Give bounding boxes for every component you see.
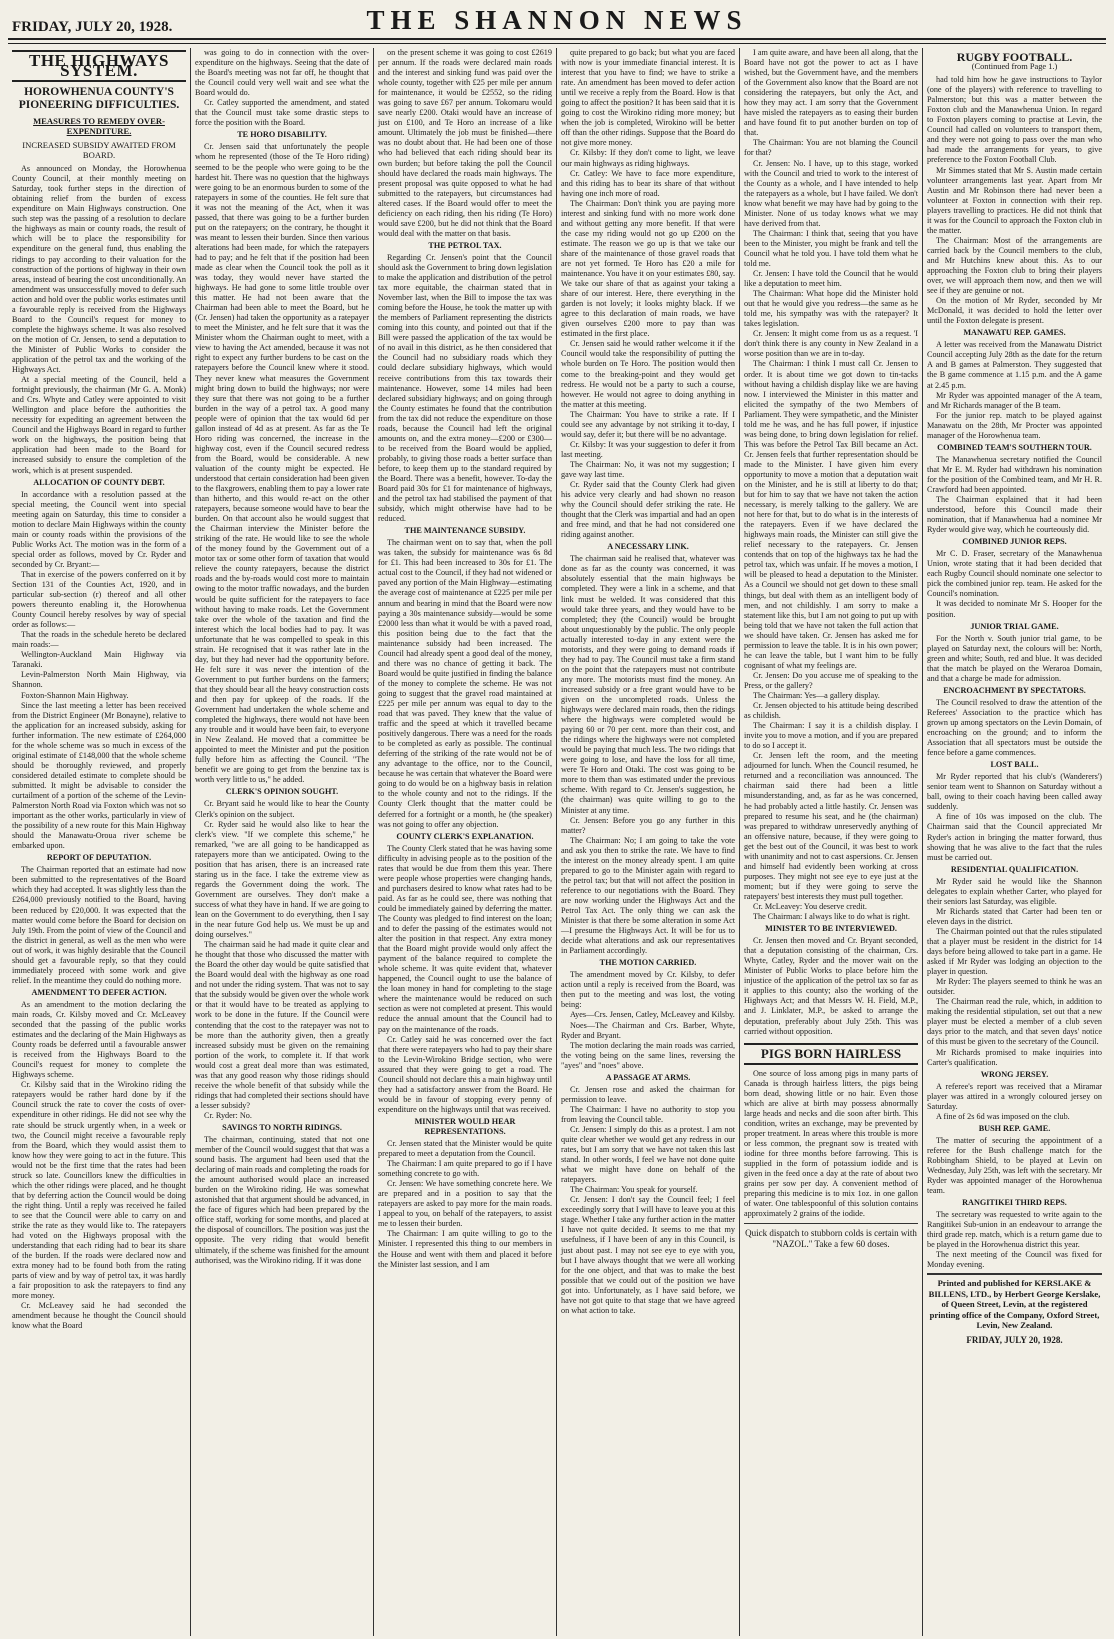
paragraph: That the roads in the schedule hereto be declared main roads:— [12,630,186,650]
paragraph: The amendment moved by Cr. Kilsby, to defer action until a reply is received from the Board, was then put to the meeting and was lost, the voting being: [561,970,735,1010]
paragraph: A fine of 10s was imposed on the club. The Chairman said that the Council appreciated Mr Ryder's action in bringing the matter forward, thus showing that he was alive to the fact that the rules must be carried out. [927,812,1102,862]
section-heading: A PASSAGE AT ARMS. [605,1072,691,1082]
paragraph: Cr. Jensen objected to his attitude being described as childish. [744,701,918,721]
column-4 [557,48,740,1636]
paragraph: The Chairman: I am quite prepared to go if I have something concrete to go with. [378,1159,552,1179]
paragraph: The County Clerk stated that he was having some difficulty in advising people as to the position of the rates that would be due from them this year. There were people whose properties were changing hands, and purchasers desired to know what rates had to be paid. As far as he could see, there was nothing that could be immediately gained by deferring the matter. The County was pledged to find interest on the loan; and to defer the passing of the estimates would not alter the position in that respect. Any extra money that the Board might provide would only affect the payment of the balance required to complete the whole scheme. It was quite evident that, whatever happened, the Council ought to use the balance of the loan money in hand for completing to the stage where the maintenance would be reduced on such section as were not completed at present. This would reduce the annual amount that the Council had to pay on the maintenance of the roads. [378,843,552,1034]
section-heading: CLERK'S OPINION SOUGHT. [225,787,339,797]
paragraph: Cr. Jensen stated that the Minister would be quite prepared to meet a deputation from the Council. [378,1139,552,1159]
paragraph: One source of loss among pigs in many parts of Canada is through hairless litters, the pigs being born dead, showing little or no hair. Even those which are alive at birth may possess abnormally large heads and necks and die soon after birth. This condition, writes an exchange, may be prevented by proper treatment. In areas where this trouble is more or less common, the pregnant sow is treated with iodine for three months before farrowing. This is supplied in the form of potassium iodide and is given in the feed once a day at the rate of about two grains per sow per day. A convenient method of preparing this medicine is to mix 1oz. in one gallon of water. One tablespoonful of this solution contains approximately 2 grains of the iodide. [744,1068,918,1219]
paragraph: For the junior rep. match to be played against Manawatu on the 28th, Mr Procter was appointed manager of the Horowhenua team. [927,410,1102,440]
section-heading: MANAWATU REP. GAMES. [963,328,1066,338]
section-heading: TE HORO DISABILITY. [237,130,327,140]
paragraph: The Manawhenua secretary notified the Council that Mr E. M. Ryder had withdrawn his nomination for the position of the Combined team, and Mr H. R. Crawford had been appointed. [927,454,1102,494]
paragraph: Foxton-Shannon Main Highway. [21,690,129,700]
section-heading: SAVINGS TO NORTH RIDINGS. [222,1122,342,1132]
masthead [8,6,1106,40]
paragraph: Cr. Bryant said he would like to hear the County Clerk's opinion on the subject. [195,799,369,819]
printer-imprint: Printed and published for KERSLAKE & BILLENS, LTD., by Herbert George Kerslake, of Queen Street, Levin, at the registered printing office of the Company, Oxford Street, Levin, New Zealand. [927,1273,1102,1330]
paragraph: The Chairman: Don't think you are paying more interest and sinking fund with no more work done and without getting any more benefit. If that were the case my riding would not go up £200 on the estimate. The reason we go up is that we take our share of the maintenance of those gravel roads that are not yet formed. Te Horo has £20 a mile for maintenance. You have it on your estimates £80, say. We take our share of that as against your taking a share of our interest. Here, there everything in the garden is not lovely; it looks mighty black. If we agree to this declaration of main roads, we have given ourselves £200 more to pay than was estimated in the first place. [561,198,735,339]
article-headline: THE HIGHWAYS SYSTEM. [12,50,186,82]
paragraph: The Chairman: I have no authority to stop you from leaving the Council table. [561,1104,735,1124]
paragraph: A referee's report was received that a Miramar player was attired in a wrongly coloured jersey on Saturday. [927,1081,1102,1111]
paragraph: had told him how he gave instructions to Taylor (one of the players) with reference to travelling to Palmerston; but this was a matter between the Foxton club and the Manawhenua Union. In regard to Foxton players coming to practise at Levin, the Council had called on volunteers to transport them, and they were not going to pass over the man who had made the arrangements for years, to give preference to the Foxton Football Club. [927,75,1102,165]
issue-date: FRIDAY, JULY 20, 1928. [12,19,173,35]
section-heading: RESIDENTIAL QUALIFICATION. [950,864,1079,874]
section-heading: REPORT OF DEPUTATION. [46,853,152,863]
paragraph: The Chairman: I think that, seeing that you have been to the Minister, you might be frank and tell the Council what he told you. I have told them what he told me. [744,228,918,268]
paragraph: The chairman said he realised that, whatever was done as far as the county was concerned, it was absolutely essential that the main highways be completed. They were a link in a scheme, and that link must be welded. It was considered that this would take three years, and they would have to be completed; they (the Council) would be brought about unquestionably by the public. The only people actually interested to-day in any extent were the motorists, and they were going to demand roads if they had to pay. The Council must take a firm stand on the point that the ratepayers must not contribute any more. The motorists must find the money. An increased subsidy or a free grant would have to be given on the uncompleted roads. Unless the highways were declared main roads, then the ridings where the highways were completed would be paying 60 or 70 per cent. more than their cost, and the ridings where the highways were not completed would be paying that much less. The two ridings that were going to lose, and have the loss for all time, were Te Horo and Otaki. The cost was going to be more to them than was estimated under the previous scheme. With regard to Cr. Jensen's suggestion, he (the chairman) was quite willing to go to the Minister at any time. [561,554,735,815]
paragraph: The Chairman: Most of the arrangements are carried back by the Council members to the club, and Mr Hutchins knew about this. As to our approaching the Foxton club to bring their players over, we will approach them now, and then we will see if they are genuine or not. [927,235,1102,296]
paragraph: The Chairman reported that an estimate had now been submitted to the representatives of the Board which they had accepted. It was slightly less than the £264,000 previously notified to the Board, having been reduced by £20,000. It was expected that the matter would come before the Board for decision on July 19th. From the point of view of the Council and the district in general, as well as the men who were out of work, it was highly desirable that the Council should get a favourable reply, so that they could immediately proceed with some work and give relief. In the meantime they could do nothing more. [12,865,186,985]
paragraph: The secretary was requested to write again to the Rangitikei Sub-union in an endeavour to arrange the third grade rep. match, which is a return game due to be played in the Horowhenua district this year. [927,1210,1102,1250]
paragraph: The Chairman read the rule, which, in addition to making the residential stipulation, set out that a new player must be elected a member of a club seven days prior to the match, and that seven days' notice of this must be given to the secretary of the Council. [927,997,1102,1047]
section-heading: THE MAINTENANCE SUBSIDY. [404,526,526,536]
paragraph: In accordance with a resolution passed at the special meeting, the Council went into special meeting again on Saturday, this time to consider a motion to declare Main Highways within the county main or county roads within the provisions of the Public Works Act. The motion was in the form of a special order as follows, moved by Cr. Ryder and seconded by Cr. Bryant:— [12,489,186,569]
paragraph: Cr. Jensen then moved and Cr. Bryant seconded, that a deputation consisting of the chairman, Crs. Whyte, Catley, Ryder and the mover wait on the Minister of Public Works to place before him the injustice of the application of the petrol tax so far as it applies to this county; also the working of the Highways Act; and that Messrs W. H. Field, M.P., and J. Linklater, M.P., be asked to arrange the deputation, preferably about July 25th. This was carried without opposition. [744,936,918,1036]
paragraph: The Chairman: You have to strike a rate. If I could see any advantage by not striking it to-day, I would say, defer it; but there will be no advantage. [561,409,735,439]
paragraph: Cr. Jensen: Before you go any further in this matter? [561,815,735,835]
paragraph: on the present scheme it was going to cost £2619 per annum. If the roads were declared main roads and the interest and sinking fund was paid over the whole county, together with £25 per mile per annum for maintenance, it would be £2552, so the riding was going to save £67 per annum. Tokomaru would save nearly £200. Otaki would have an increase of just on £100, and Te Horo an increase of a like amount. Ultimately the job must be finished—there was no doubt about that. He had been one of those who had believed that each riding should bear its own burden; but before taking the poll the Council should have declared the roads main highways. The present proposal was quite opposed to what he had submitted to the ratepayers, but circumstances had altered cases. If the Board would offer to meet the deficiency on each riding, then his riding (Te Horo) would save £200, but he did not think that the Board would deal with the matter on that basis. [378,48,552,238]
column-3 [374,48,557,1636]
column-6 [923,48,1106,1636]
paragraph: The Chairman: No; I am going to take the vote and ask you then to strike the rate. We have to find the interest on the money already spent. I am quite prepared to go to the Minister again with regard to the petrol tax; but that will not affect the position in reference to our negotiations with the Board. They are now working under the Highways Act and the Petrol Tax Act. The only thing we can ask the Minister is that there be some alteration in some Act—I presume the Highways Act. It will be for us to decide what alterations and ask our representatives in Parliament accordingly. [561,835,735,956]
paragraph: Mr Ryder said he would like the Shannon delegates to explain whether Carter, who played for their seniors last Saturday, was eligible. [927,876,1102,906]
paragraph: was going to do in connection with the over-expenditure on the highways. Seeing that the date of the Board's meeting was not far off, he thought that the Council could very well wait and see what the Board would do. [195,48,369,98]
paragraph: Cr. Jensen: I simply do this as a protest. I am not quite clear whether we would get any redress in our rates, but I am sorry that we have not taken this last stand. In other words, I feel we have not done quite what we might have done on behalf of the ratepayers. [561,1124,735,1185]
paragraph: Cr. Jensen: Do you accuse me of speaking to the Press, or the gallery? [744,670,918,690]
section-heading: COMBINED JUNIOR REPS. [962,537,1067,547]
footer-date: FRIDAY, JULY 20, 1928. [966,1334,1063,1345]
section-heading: AMENDMENT TO DEFER ACTION. [31,987,167,997]
paragraph: Cr. McLeavey: You deserve credit. [753,901,867,911]
column-1 [8,48,191,1636]
paragraph: The Chairman: What hope did the Minister hold out that he would give you redress—the same as he told me, his sympathy was with the ratepayer? It takes legislation. [744,289,918,329]
section-heading: WRONG JERSEY. [980,1069,1049,1079]
paragraph: For the North v. South junior trial game, to be played on Saturday next, the colours will be: North, green and white; South, red and blue. It was decided that the match be played on the Weraroa Domain, and that a charge be made for admission. [927,633,1102,683]
paragraph: Mr Ryder was appointed manager of the A team, and Mr Richards manager of the B team. [927,390,1102,410]
paragraph: Regarding Cr. Jensen's point that the Council should ask the Government to bring down legislation to make the application and distribution of the petrol tax more equitable, the chairman stated that in November last, when the Bill to impose the tax was coming before the House, he took the matter up with the members of Parliament representing the districts coming into this county, and pointed out that if the Bill were passed the application of the tax would be of no avail in this district, as he then considered that the Council had no subsidiary roads which they could declare subsidiary highways, which would receive contributions from this tax towards their maintenance. However, some 14 miles had been declared subsidiary highways; and on going through the County estimates he found that the contribution from the tax did not reduce the expenditure on those roads, because the Council had left the original amounts on, and the extra money—£200 or £300—to be received from the Board would be applied, probably, to giving those roads a better surface than before, to keep them up to the standard required by the Board. There was a benefit, however. To-day the Board paid 30s for £1 for maintenance of highways, and the petrol tax had stabilised the payment of that subsidy, which might otherwise have had to be reduced. [378,252,552,524]
paragraph: The motion declaring the main roads was carried, the voting being on the same lines, reversing the "ayes" and "noes" above. [561,1040,735,1070]
rugby-headline: RUGBY FOOTBALL. [956,50,1073,64]
paragraph: Cr. Kilsby said that in the Wirokino riding the ratepayers would be rather hard done by if the Council struck the rate to cover the costs of over-expenditure in other ridings. He did not see why the rate should be struck urgently when, in a week or two, the Council might receive a favourable reply from the Board, which they would assist them to know how they were going to act in the future. This would not be the first time that the rates had been struck so late. Councillors knew the difficulties in which the other ridings were placed, and he thought that by deferring action the Council would be doing the right thing. Until a reply was received he failed to see that the Council were able to carry on and strike the rate as they would like to. The ratepayers had voted on the Highways proposal with the understanding that each riding had to bear its share of the burden. If the roads were declared now and extra money had to be found both from the rating parts of view and by way of petrol tax, it was hardly a fair proposition to ask the ratepayers to find any more money. [12,1080,186,1301]
paragraph: Cr. Jensen: No. I have, up to this stage, worked with the Council and tried to work to the interest of the County as a whole, and I have intended to help the ratepayers as a whole, but I have failed. We don't know what benefit we may have had by going to the Minister. None of us today knows what we may have derived from that. [744,158,918,228]
section-heading: ENCROACHMENT BY SPECTATORS. [943,685,1086,695]
section-heading: RANGITIKEI THIRD REPS. [962,1198,1067,1208]
section-heading: BUSH REP. GAME. [978,1123,1051,1133]
section-heading: THE PETROL TAX. [428,240,502,250]
section-heading: MINISTER TO BE INTERVIEWED. [765,924,897,934]
pigs-headline: PIGS BORN HAIRLESS [744,1043,918,1065]
article-subdeck: MEASURES TO REMEDY OVER-EXPENDITURE. [33,116,165,137]
paragraph: Ayes—Crs. Jensen, Catley, McLeavey and Kilsby. [570,1010,735,1020]
section-heading: COUNTY CLERK'S EXPLANATION. [396,831,534,841]
paragraph: Cr. Jensen: I have told the Council that he would like a deputation to meet him. [744,269,918,289]
section-heading: JUNIOR TRIAL GAME. [970,621,1059,631]
continued-note: (Continued from Page 1.) [971,62,1058,72]
paragraph: Cr. McLeavey said he had seconded the amendment because he thought the Council should know what the Board [12,1301,186,1331]
section-heading: LOST BALL. [990,760,1039,770]
paragraph: Cr. Catley supported the amendment, and stated that the Council must take some drastic steps to force the position with the Board. [195,98,369,128]
advertisement: Quick dispatch to stubborn colds is certain with "NAZOL." Take a few 60 doses. [744,1223,918,1250]
paragraph: Noes—The Chairman and Crs. Barber, Whyte, Ryder and Bryant. [561,1020,735,1040]
paragraph: Cr. Kilsby: It was your suggestion to defer it from last meeting. [561,439,735,459]
newspaper-title: THE SHANNON NEWS [366,5,748,35]
paragraph: Cr. Jensen said he would rather welcome it if the Council would take the responsibility of putting the whole burden on Te Horo. The position would then come to the breaking-point and they would get redress. He would not be a party to such a course, however. He would not agree to doing anything in the matter at this meeting. [561,339,735,409]
paragraph: Levin-Palmerston North Main Highway, via Shannon. [12,670,186,690]
paragraph: The Chairman: I say it is a childish display. I invite you to move a motion, and if you are prepared to do so I accept it. [744,721,918,751]
paragraph: The chairman, continuing, stated that not one member of the Council would suggest that that was a sound basis. The argument had been used that the declaring of main roads and completing the roads for the amount authorised would place an increased burden on the Wirokino riding. He was somewhat astonished that that argument should be advanced, in the face of figures which had been prepared by the office staff, working for some months, and placed at the disposal of councillors. The position was just the opposite. The very riding that would benefit ultimately, if the scheme was finished for the amount authorised, was the Wirokino riding. If it was done [195,1135,369,1265]
column-5 [740,48,923,1636]
paragraph: I am quite aware, and have been all along, that the Board have not got the power to act as I have wished, but the Government have, and the members of the Government also know that the Board are not considering the ratepayers, but only the Act, and how they may act. I am sorry that the Government have misled the ratepayers as to easing their burden and have found fit to put another burden on top of that. [744,48,918,138]
paragraph: Mr Ryder: The players seemed to think he was an outsider. [927,977,1102,997]
article-deck: HOROWHENUA COUNTY'S PIONEERING DIFFICULTIES. [18,86,180,112]
paragraph: A letter was received from the Manawatu District Council accepting July 28th as the date for the return A and B games at Palmerston. They suggested that the B game commence at 1.15 p.m. and the A game at 2.45 p.m. [927,340,1102,390]
paragraph: The Chairman: I think I must call Cr. Jensen to order. It is about time we got down to tin-tacks without having a childish display like we are having now. I interviewed the Minister in this matter and elicited the sympathy of the two Members of Parliament. They were sympathetic, and the Minister told me he was, and he has full power, if injustice was being done, to bring down legislation for relief. This was before the Petrol Tax Bill became an Act. Cr. Jensen feels that further representation should be made to the Minister. I have given him every opportunity to move a motion that a deputation wait on the Minister, and he is still at liberty to do that; but for him to say that we have not taken the action necessary, is merely talking to the gallery. We are not here for that, but to do what is in the interests of the ratepayers. Even if we have declared the highways main roads, the Minister can still give the relief necessary to the ratepayers. Cr. Jensen contends that on top of the highways tax he had the petrol tax, which was unfair. If he moves a motion, I will be pleased to head a deputation to the Minister. As a Council we should not get down to these small things, but deal with them as an intelligent body of men, and not childishly. I am sorry to make a statement like this, but I am not going to put up with being told that we have not taken the full action that we should have taken. Cr. Jensen has asked me for permission to leave the table. It is in his own power; he can leave the table, but I want him to be fully cognisant of what my feelings are. [744,359,918,670]
section-heading: ALLOCATION OF COUNTY DEBT. [33,477,165,487]
paragraph: The Chairman: You are not blaming the Council for that? [744,138,918,158]
paragraph: Cr. Jensen: It might come from us as a request. 'I don't think there is any county in New Zealand in a worse position than we are in to-day. [744,329,918,359]
paragraph: The Chairman: I always like to do what is right. [753,912,910,922]
paragraph: Cr. Ryder said that the County Clerk had given his advice very clearly and had shown no reason why the Council should defer striking the rate. He thought that the Clerk was impartial and had an open and free mind, and that he had not considered one riding against another. [561,480,735,540]
paragraph: The Chairman: I am quite willing to go to the Minister. I represented this thing to our members in the House and went with them and placed it before the Minister last session, and I am [378,1229,552,1269]
paragraph: Cr. Ryder: No. [204,1110,252,1120]
paragraph: Cr. Jensen left the room, and the meeting adjourned for lunch. When the Council resumed, he returned and a reconciliation was announced. The chairman said there had been a little misunderstanding, and, as far as he was concerned, he had probably acted a little hastily. Cr. Jensen was prepared to resume his seat, and he (the chairman) was prepared to withdraw unreservedly anything of an offensive nature, because, if they were going to get the best out of the Council, it was best to work with unanimity and not to cast aspersions. Cr. Jensen and himself had evidently been working at cross purposes. They might not see eye to eye just at the moment; but if they were going to serve the ratepayers' best interests they must pull together. [744,751,918,901]
paragraph: Mr C. D. Fraser, secretary of the Manawhenua Union, wrote stating that it had been decided that each Rugby Council should nominate one selector to pick the combined junior rep. team. He asked for the Council's nomination. [927,549,1102,599]
paragraph: Cr. Kilsby: If they don't come to light, we leave our main highways as riding highways. [561,148,735,168]
paragraph: The matter of securing the appointment of a referee for the Bush challenge match for the Robbingham Shield, to be played at Levin on Wednesday, July 25th, was left with the secretary. Mr Ryder was appointed manager of the Horowhenua team. [927,1135,1102,1196]
masthead-rule [8,40,1106,44]
paragraph: The next meeting of the Council was fixed for Monday evening. [927,1250,1102,1270]
columns [8,48,1106,1636]
paragraph: The Chairman: You speak for yourself. [570,1185,698,1195]
paragraph: Since the last meeting a letter has been received from the District Engineer (Mr Bonayne), relative to the application for an increased subsidy, asking for further information. The new estimate of £264,000 for the whole scheme was so much in excess of the original estimate of £148,000 that the whole scheme should be thoroughly reviewed, and properly considered detailed estimate to complete should be submitted. It might be advisable to consider the curtailment of a portion of the scheme of the Levin-Palmerston North Road via Foxton which was not so important as the other works, particularly in view of the possibility of a new route for this Main Highway should the Manawatu-Oroua river scheme be embarked upon. [12,700,186,851]
paragraph: Cr. Ryder said he would also like to hear the clerk's view. "If we complete this scheme," he remarked, "we are all going to be handicapped as ratepayers more than we anticipated. Owing to the position that has arisen, there is an increased rate staring us in the face. I take the extreme view as regards the Government doing the work. The Government are ourselves. They don't make a success of what they have in hand. If we are going to lean on the Government to do everything, then I say in the near future God help us. We must be up and doing ourselves." [195,819,369,940]
paragraph: The chairman went on to say that, when the poll was taken, the subsidy for maintenance was 6s 8d for £1. This had been increased to 30s for £1. The actual cost to the Council, if they had not widened or paved any portion of the Main Highway—estimating the average cost of maintenance at £225 per mile per annum and bearing in mind that the Board were now paying a 30s maintenance subsidy—would be some £2000 less than what it would be with a paved road, this position being due to the fact that the maintenance subsidy had been increased. The Council had already spent a good deal of the money, and there was no chance of getting it back. The Board would be quite justified in finding the balance of the money to complete the scheme. He was not going to suggest that the gravel road maintained at £225 per mile per annum was equal to day to the road that was paved. They knew that the value of traffic and the speed at which it travelled became positively dangerous. There was a need for the roads to be completed as early as possible. The continual deferring of the striking of the rate would not be of any advantage to the office, nor to the Council, because he was certain that whatever the Board were going to do would be on a highway basis in relation to the whole county and not to the ridings. If the County Clerk thought that the matter could be deferred for a fortnight or a month, he (the speaker) was not going to offer any objection. [378,538,552,829]
paragraph: Mr Richards stated that Carter had been ten or eleven days in the district. [927,906,1102,926]
paragraph: At a special meeting of the Council, held a fortnight previously, the chairman (Mr G. A. Monk) and Crs. Whyte and Catley were appointed to visit Wellington and place before the authorities the necessity for expediting an agreement between the Council and the Highways Board in regard to further work on the highways, the position being that application had been made to the Board for increased subsidy to ensure the completion of the work, which is at present suspended. [12,375,186,475]
column-2 [191,48,374,1636]
paragraph: Cr. Catley said he was concerned over the fact that there were ratepayers who had to pay their share to the Levin-Wirokino Bridge section, who were assured that they were going to get a road. The Council should not declare this a main highway until they had a satisfactory answer from the Board. He would be in favour of stopping every penny of expenditure on the highways until that was received. [378,1034,552,1114]
paragraph: A fine of 2s 6d was imposed on the club. [936,1111,1070,1121]
paragraph: The Chairman explained that it had been understood, before this Council made their nomination, that if Manawhenua had a nominee Mr Ryder would give way, which he courteously did. [927,495,1102,535]
paragraph: Cr. Jensen said that unfortunately the people whom he represented (those of the Te Horo riding) seemed to be the people who were going to be the hardest hit. There was no question that the highways were going to be an enormous burden to some of the ratepayers in some of the counties. He felt sure that it was not the meaning of the Act, when it was passed, that there was going to be a further burden put on the ratepayers; on the contrary, he thought it was meant to lessen their burden. Since then various alterations had been made, for which the ratepayers had to pay; and he felt that if the position had been made as clear when the Council took the poll as it was today, they would never have started the highways. He had gone to some little trouble over this matter. He had not been aware that the Chairman had been able to meet the Board, but he (Cr. Jensen) had taken the opportunity as a ratepayer to meet the Minister, and he felt sure that it was the Minister whom the Chairman ought to meet, with a view to having the Act amended, because it was not right to expect any further burdens to be cast on the ratepayers before the Council knew where it stood. They never knew what measures the Government might bring down to build the highways; nor were they sure that there was not going to be a further burden in the way of a petrol tax. A good many people were of opinion that the tax would 6d per gallon instead of 4d as at present. As far as the Te Horo riding was concerned, the increase in the highway cost, even if the Council secured redress from the Board, would be considerable. A new valuation of the county might be expected. He understood that certain consideration had been given to the flaxgrowers, enabling them to pay a lower rate than hitherto, and this would re-act on the other ratepayers, because someone would have to bear the burden. On that account also he would suggest that the Chairman interview the Minister before the striking of the rate. He would like to see the whole of the money found by the Government out of a motor tax or some other form of taxation that would relieve the county ratepayers, because the district roads and the by-roads would cost more to maintain owing to the motor traffic nowadays, and the burden would be quite sufficient for the ratepayers to face without having to make roads. Let the Government take over the whole of the taxation and find the interest which the local bodies had to pay. It was unfortunate that he was compelled to speak in this strain. He recognised that it was rather late in the day, but they had never had the opportunity before. He felt sure it was never the intention of the Government to put further burdens on the farmers; that they should bear all the heavy construction costs and then pay for upkeep of the roads. If the Government had undertaken the whole scheme and completed the highways, there would not have been any trouble and it would have been fair, to everyone in New Zealand. He moved that a committee be appointed to meet the Minister and put the position fully before him as affecting the Council. "The benefit we are going to get from the benzine tax is worth very little to us," he added. [195,142,369,785]
paragraph: The Council resolved to draw the attention of the Referees' Association to the practice which has grown up among spectators on the Levin Domain, of encroaching on the ground; and to inform the Association that all spectators must be outside the fence before a game commences. [927,697,1102,758]
section-heading: COMBINED TEAM'S SOUTHERN TOUR. [937,442,1092,452]
paragraph: Mr Simmes stated that Mr S. Austin made certain volunteer arrangements last year. Apart from Mr Austin and Mr Robinson there had never been a volunteer at Foxton in connection with their rep. players travelling to practices. He did not think that it was for the Council to approach the Foxton club in the matter. [927,165,1102,235]
paragraph: On the motion of Mr Ryder, seconded by Mr McDonald, it was decided to hold the letter over until the Foxton delegate is present. [927,296,1102,326]
paragraph: Cr. Jensen: I don't say the Council feel; I feel exceedingly sorry that I will have to leave you at this stage. Whether I take any further action in the matter I have not quite decided. It seems to me that my usefulness, if I have been of any in this Council, is just about past. I may not see eye to eye with you, but I have always thought that we were all working for the one object, and that was to make the best possible that we could out of the position we have got into. Unfortunately, as I have said before, we have not got quite to that stage that we have agreed on what action to take. [561,1195,735,1315]
paragraph: The Chairman: Yes—a gallery display. [753,691,880,700]
paragraph: quite prepared to go back; but what you are faced with now is your immediate financial interest. It is interest that you have to find; we have to strike a rate. An amendment has been moved to defer action until we receive a reply from the Board. How is that going to affect the position? It has been said that it is going to cost the Wirokino riding more money; but when the job is completed, Wirokino will be better off than the other ridings. Suppose that the Board do not give more money. [561,48,735,148]
article-subdeck-2: INCREASED SUBSIDY AWAITED FROM BOARD. [22,140,176,161]
paragraph: Wellington-Auckland Main Highway via Taranaki. [12,650,186,670]
paragraph: That in exercise of the powers conferred on it by Section 131 of the Counties Act, 1920, and in particular sub-section (r) thereof and all other powers thereunto enabling it, the Horowhenua County Council hereby resolves by way of special order as follows:— [12,569,186,630]
paragraph: Mr Ryder reported that his club's (Wanderers') senior team went to Shannon on Saturday without a ball, owing to their coach having been called away suddenly. [927,772,1102,812]
paragraph: As an amendment to the motion declaring the main roads, Cr. Kilsby moved and Cr. McLeavey seconded that the passing of the public works estimates and the declaring of the Main Highways as County roads be deferred until a favourable answer is received from the Highways Board to the Council's request for money to complete the Highways scheme. [12,999,186,1080]
paragraph: The Chairman pointed out that the rules stipulated that a player must be resident in the district for 14 days before being allowed to take part in a game. He asked if Mr Ryder was lodging an objection to the player in question. [927,926,1102,977]
paragraph: Mr Richards promised to make inquiries into Carter's qualification. [927,1047,1102,1067]
paragraph: As announced on Monday, the Horowhenua County Council, at their monthly meeting on Saturday, took further steps in the direction of obtaining relief from the burden of excess expenditure on Main Highways construction. One such step was the passing of a resolution to declare the highways as main or county roads, the result of which will be to place the responsibility for expenditure on the general fund, thus enabling the ridings to pay according to their valuation for the construction of the portions of highway in their own areas, instead of bearing the cost unconditionally. An amendment was unsuccessfully moved to defer such action and hold over the public works estimates until a favourable reply is received from the Highways Board to the Council's request for money to complete the highways scheme. It was also resolved on the motion of Cr. Jensen, to send a deputation to the Minister of Public Works to consider the application of the petrol tax and the working of the Highways Act. [12,164,186,375]
section-heading: A NECESSARY LINK. [607,542,689,552]
paragraph: The chairman said he had made it quite clear and he thought that those who discussed the matter with the Board the other day would be quite satisfied that the Board would deal with the highway as one road and not under the riding system. That was not to say that the subsidy would be given over the whole work or that it would have to be treated as applying to work to be done in the future. If the Council were contending that the cost to the ratepayer was not to be more than the authority given, then a greatly increased subsidy must be given on the remaining portion of the work, to complete it. If that work would cost a great deal more than was estimated, was that any good reason why those ridings should receive the whole benefit of that subsidy while the ridings that had completed their sections should have a lesser subsidy? [195,940,369,1110]
section-heading: MINISTER WOULD HEAR REPRESENTATIONS. [414,1116,516,1136]
paragraph: Cr. Catley: We have to face more expenditure, and this riding has to bear its share of that without having one inch more of road. [561,168,735,198]
section-heading: THE MOTION CARRIED. [599,958,697,968]
paragraph: Cr. Jensen: We have something concrete here. We are prepared and in a position to say that the ratepayers are asked to pay more for the main roads. I appeal to you, on behalf of the ratepayers, to assist me to lessen their burden. [378,1179,552,1229]
paragraph: It was decided to nominate Mr S. Hooper for the position. [927,599,1102,619]
paragraph: Cr. Jensen rose and asked the chairman for permission to leave. [561,1084,735,1104]
paragraph: The Chairman: No, it was not my suggestion; I gave way last time. [561,459,735,479]
